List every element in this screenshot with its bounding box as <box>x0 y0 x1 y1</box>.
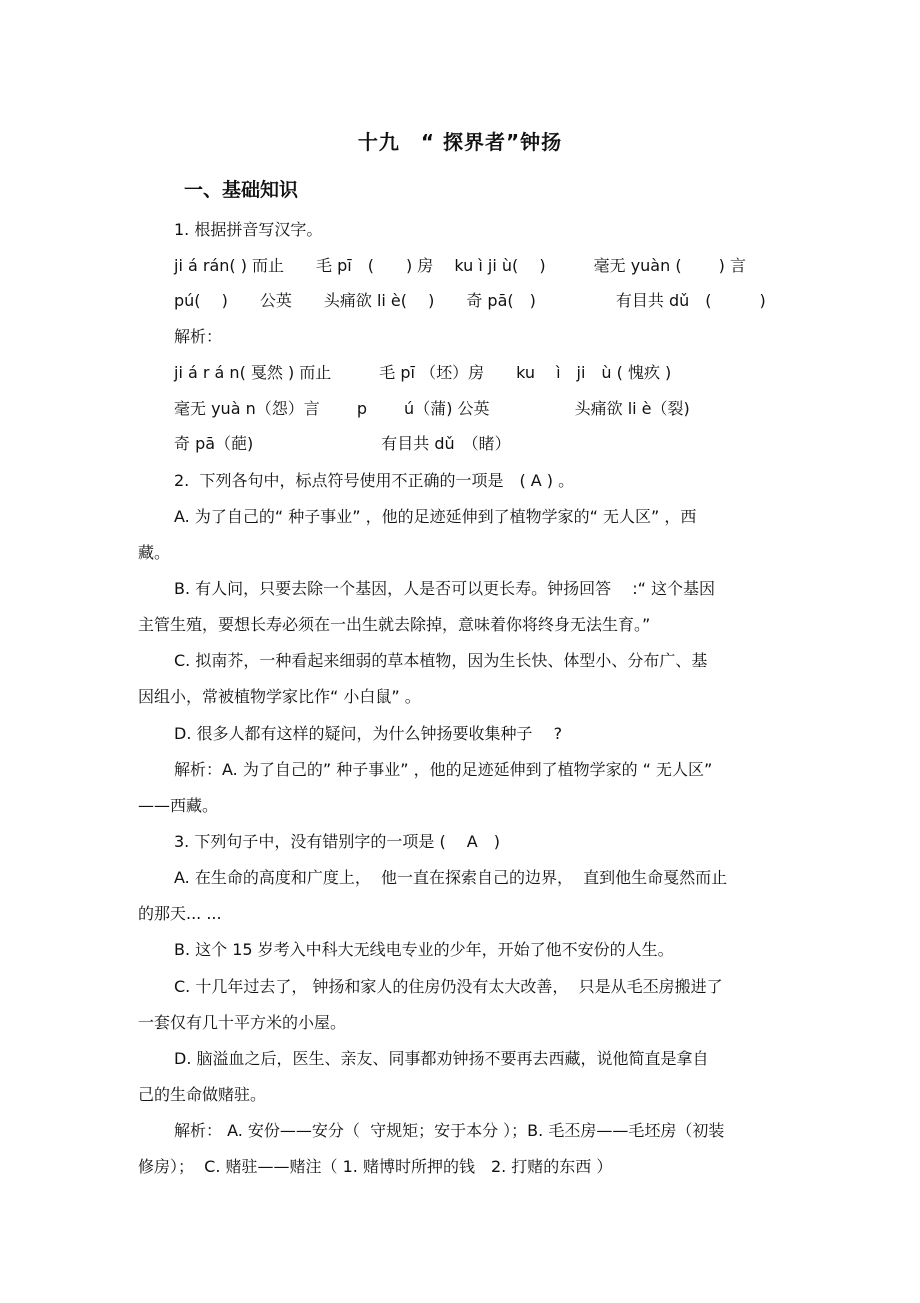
q1-answer-3: 奇 pā（葩) 有目共 dǔ （睹） <box>174 434 511 453</box>
q2-option-b-line-2: 主管生殖，要想长寿必须在一出生就去除掉，意味着你将终身无法生育。” <box>138 615 651 634</box>
q1-analysis-label: 解析： <box>174 327 223 346</box>
q2-option-b-line-1: B. 有人问，只要去除一个基因，人是否可以更长寿。钟扬回答 :“ 这个基因 <box>174 579 716 598</box>
q2-analysis-line-2: ——西藏。 <box>138 796 219 815</box>
q1-row-2: pú( ) 公英 头痛欲 li è( ) 奇 pā( ) 有目共 dǔ ( ) <box>174 291 766 310</box>
q1-answer-2: 毫无 yuà n（怨）言 p ú（蒲) 公英 头痛欲 li è（裂) <box>174 399 690 418</box>
q3-analysis-line-2: 修房）； C. 赌驻——赌注（ 1. 赌博时所押的钱 2. 打赌的东西 ） <box>138 1157 613 1176</box>
q3-prompt: 3. 下列句子中，没有错别字的一项是 ( A ) <box>174 832 500 851</box>
q3-option-a-line-1: A. 在生命的高度和广度上， 他一直在探索自己的边界， 直到他生命戛然而止 <box>174 868 728 887</box>
q3-option-d-line-2: 己的生命做赌驻。 <box>138 1085 267 1104</box>
q1-answer-1: ji á r á n( 戛然 ) 而止 毛 pī （坯）房 ku ì ji ù ( 愧疚 ) <box>174 363 672 382</box>
q2-option-d-line-1: D. 很多人都有这样的疑问，为什么钟扬要收集种子 ? <box>174 724 563 743</box>
q2-option-c-line-1: C. 拟南芥，一种看起来细弱的草本植物，因为生长快、体型小、分布广、基 <box>174 651 708 670</box>
q2-option-a-line-1: A. 为了自己的“ 种子事业” ，他的足迹延伸到了植物学家的“ 无人区” ，西 <box>174 507 697 526</box>
q3-option-c-line-2: 一套仅有几十平方米的小屋。 <box>138 1013 347 1032</box>
q1-prompt: 1. 根据拼音写汉字。 <box>174 220 323 239</box>
q3-option-b-line-1: B. 这个 15 岁考入中科大无线电专业的少年，开始了他不安份的人生。 <box>174 940 674 959</box>
q3-analysis-line-1: 解析： A. 安份——安分（ 守规矩；安于本分 ）；B. 毛丕房——毛坯房（初装 <box>174 1121 725 1140</box>
q3-option-d-line-1: D. 脑溢血之后，医生、亲友、同事都劝钟扬不要再去西藏，说他简直是拿自 <box>174 1049 709 1068</box>
q3-option-a-line-2: 的那天... ... <box>138 904 222 923</box>
q2-analysis-line-1: 解析：A. 为了自己的” 种子事业” ，他的足迹延伸到了植物学家的 “ 无人区” <box>174 760 713 779</box>
section-heading: 一、基础知识 <box>184 179 299 201</box>
q3-option-c-line-1: C. 十几年过去了， 钟扬和家人的住房仍没有太大改善， 只是从毛丕房搬进了 <box>174 977 723 996</box>
q1-row-1: ji á rán( ) 而止 毛 pī ( ) 房 ku ì ji ù( ) 毫无 yuàn ( ) 言 <box>174 256 746 275</box>
page-title: 十九 “ 探界者”钟扬 <box>357 130 563 154</box>
q2-option-c-line-2: 因组小，常被植物学家比作“ 小白鼠” 。 <box>138 687 421 706</box>
q2-prompt: 2. 下列各句中，标点符号使用不正确的一项是 ( A ) 。 <box>174 471 575 490</box>
q2-option-a-line-2: 藏。 <box>138 543 171 562</box>
